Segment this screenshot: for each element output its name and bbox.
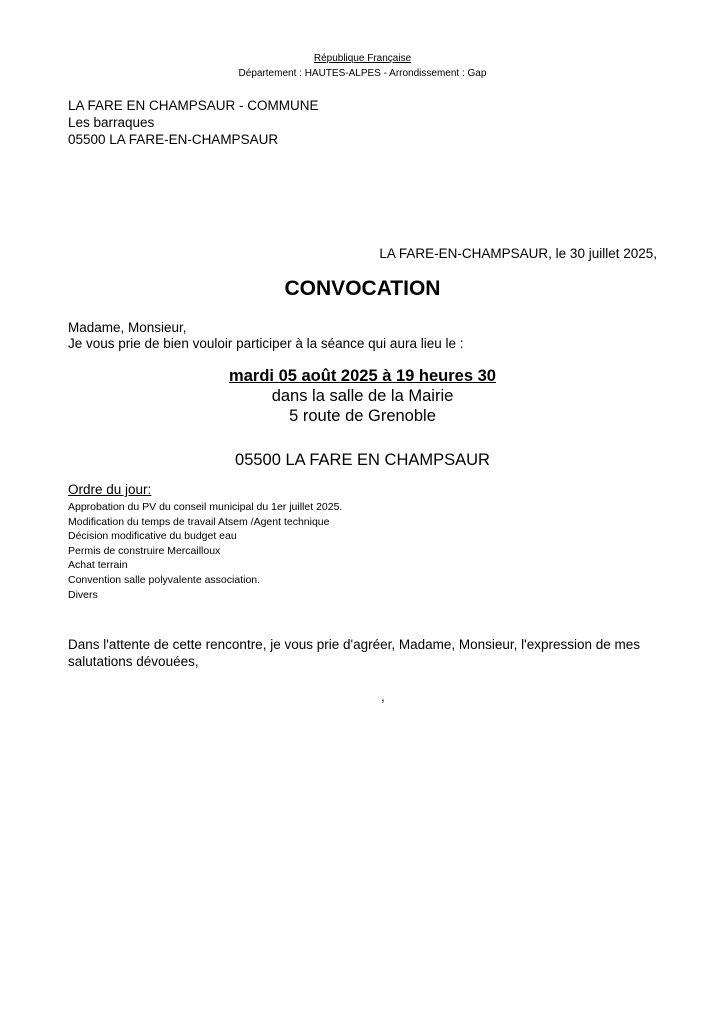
agenda-title-text: Ordre du jour — [68, 482, 148, 497]
agenda-item: Approbation du PV du conseil municipal du 1er juillet 2025. — [68, 501, 343, 513]
republic-header: République Française — [313, 53, 412, 64]
closing-paragraph: Dans l'attente de cette rencontre, je vous prie d'agréer, Madame, Monsieur, l'expression de mes salutations dévouées, — [68, 637, 641, 669]
invitation-text: Je vous prie de bien vouloir participer à la séance qui aura lieu le : — [68, 336, 464, 351]
agenda-item: Modification du temps de travail Atsem /Agent technique — [68, 515, 330, 528]
agenda-item: Permis de construire Mercailloux — [68, 544, 221, 557]
agenda-item: Convention salle polyvalente association. — [68, 573, 261, 586]
signature-mark: , — [381, 689, 385, 704]
sender-name: LA FARE EN CHAMPSAUR - COMMUNE — [68, 98, 319, 113]
agenda-title — [68, 482, 151, 497]
department-line: Département : HAUTES-ALPES - Arrondissement : Gap — [238, 68, 487, 79]
sender-city: 05500 LA FARE-EN-CHAMPSAUR — [68, 132, 279, 147]
meeting-datetime: mardi 05 août 2025 à 19 heures 30 — [229, 367, 496, 385]
agenda-list — [68, 500, 342, 602]
meeting-address: 5 route de Grenoble — [289, 407, 436, 425]
agenda-title-colon: : — [147, 482, 152, 497]
document-title: CONVOCATION — [284, 277, 441, 300]
date-line: LA FARE-EN-CHAMPSAUR, le 30 juillet 2025, — [379, 246, 657, 261]
meeting-venue: dans la salle de la Mairie — [271, 387, 454, 405]
agenda-item: Décision modificative du budget eau — [68, 530, 237, 543]
sender-street: Les barraques — [68, 115, 155, 130]
agenda-item: Divers — [68, 588, 98, 601]
meeting-postal-city: 05500 LA FARE EN CHAMPSAUR — [235, 451, 490, 469]
salutation: Madame, Monsieur, — [68, 320, 187, 335]
agenda-item: Achat terrain — [68, 559, 128, 572]
